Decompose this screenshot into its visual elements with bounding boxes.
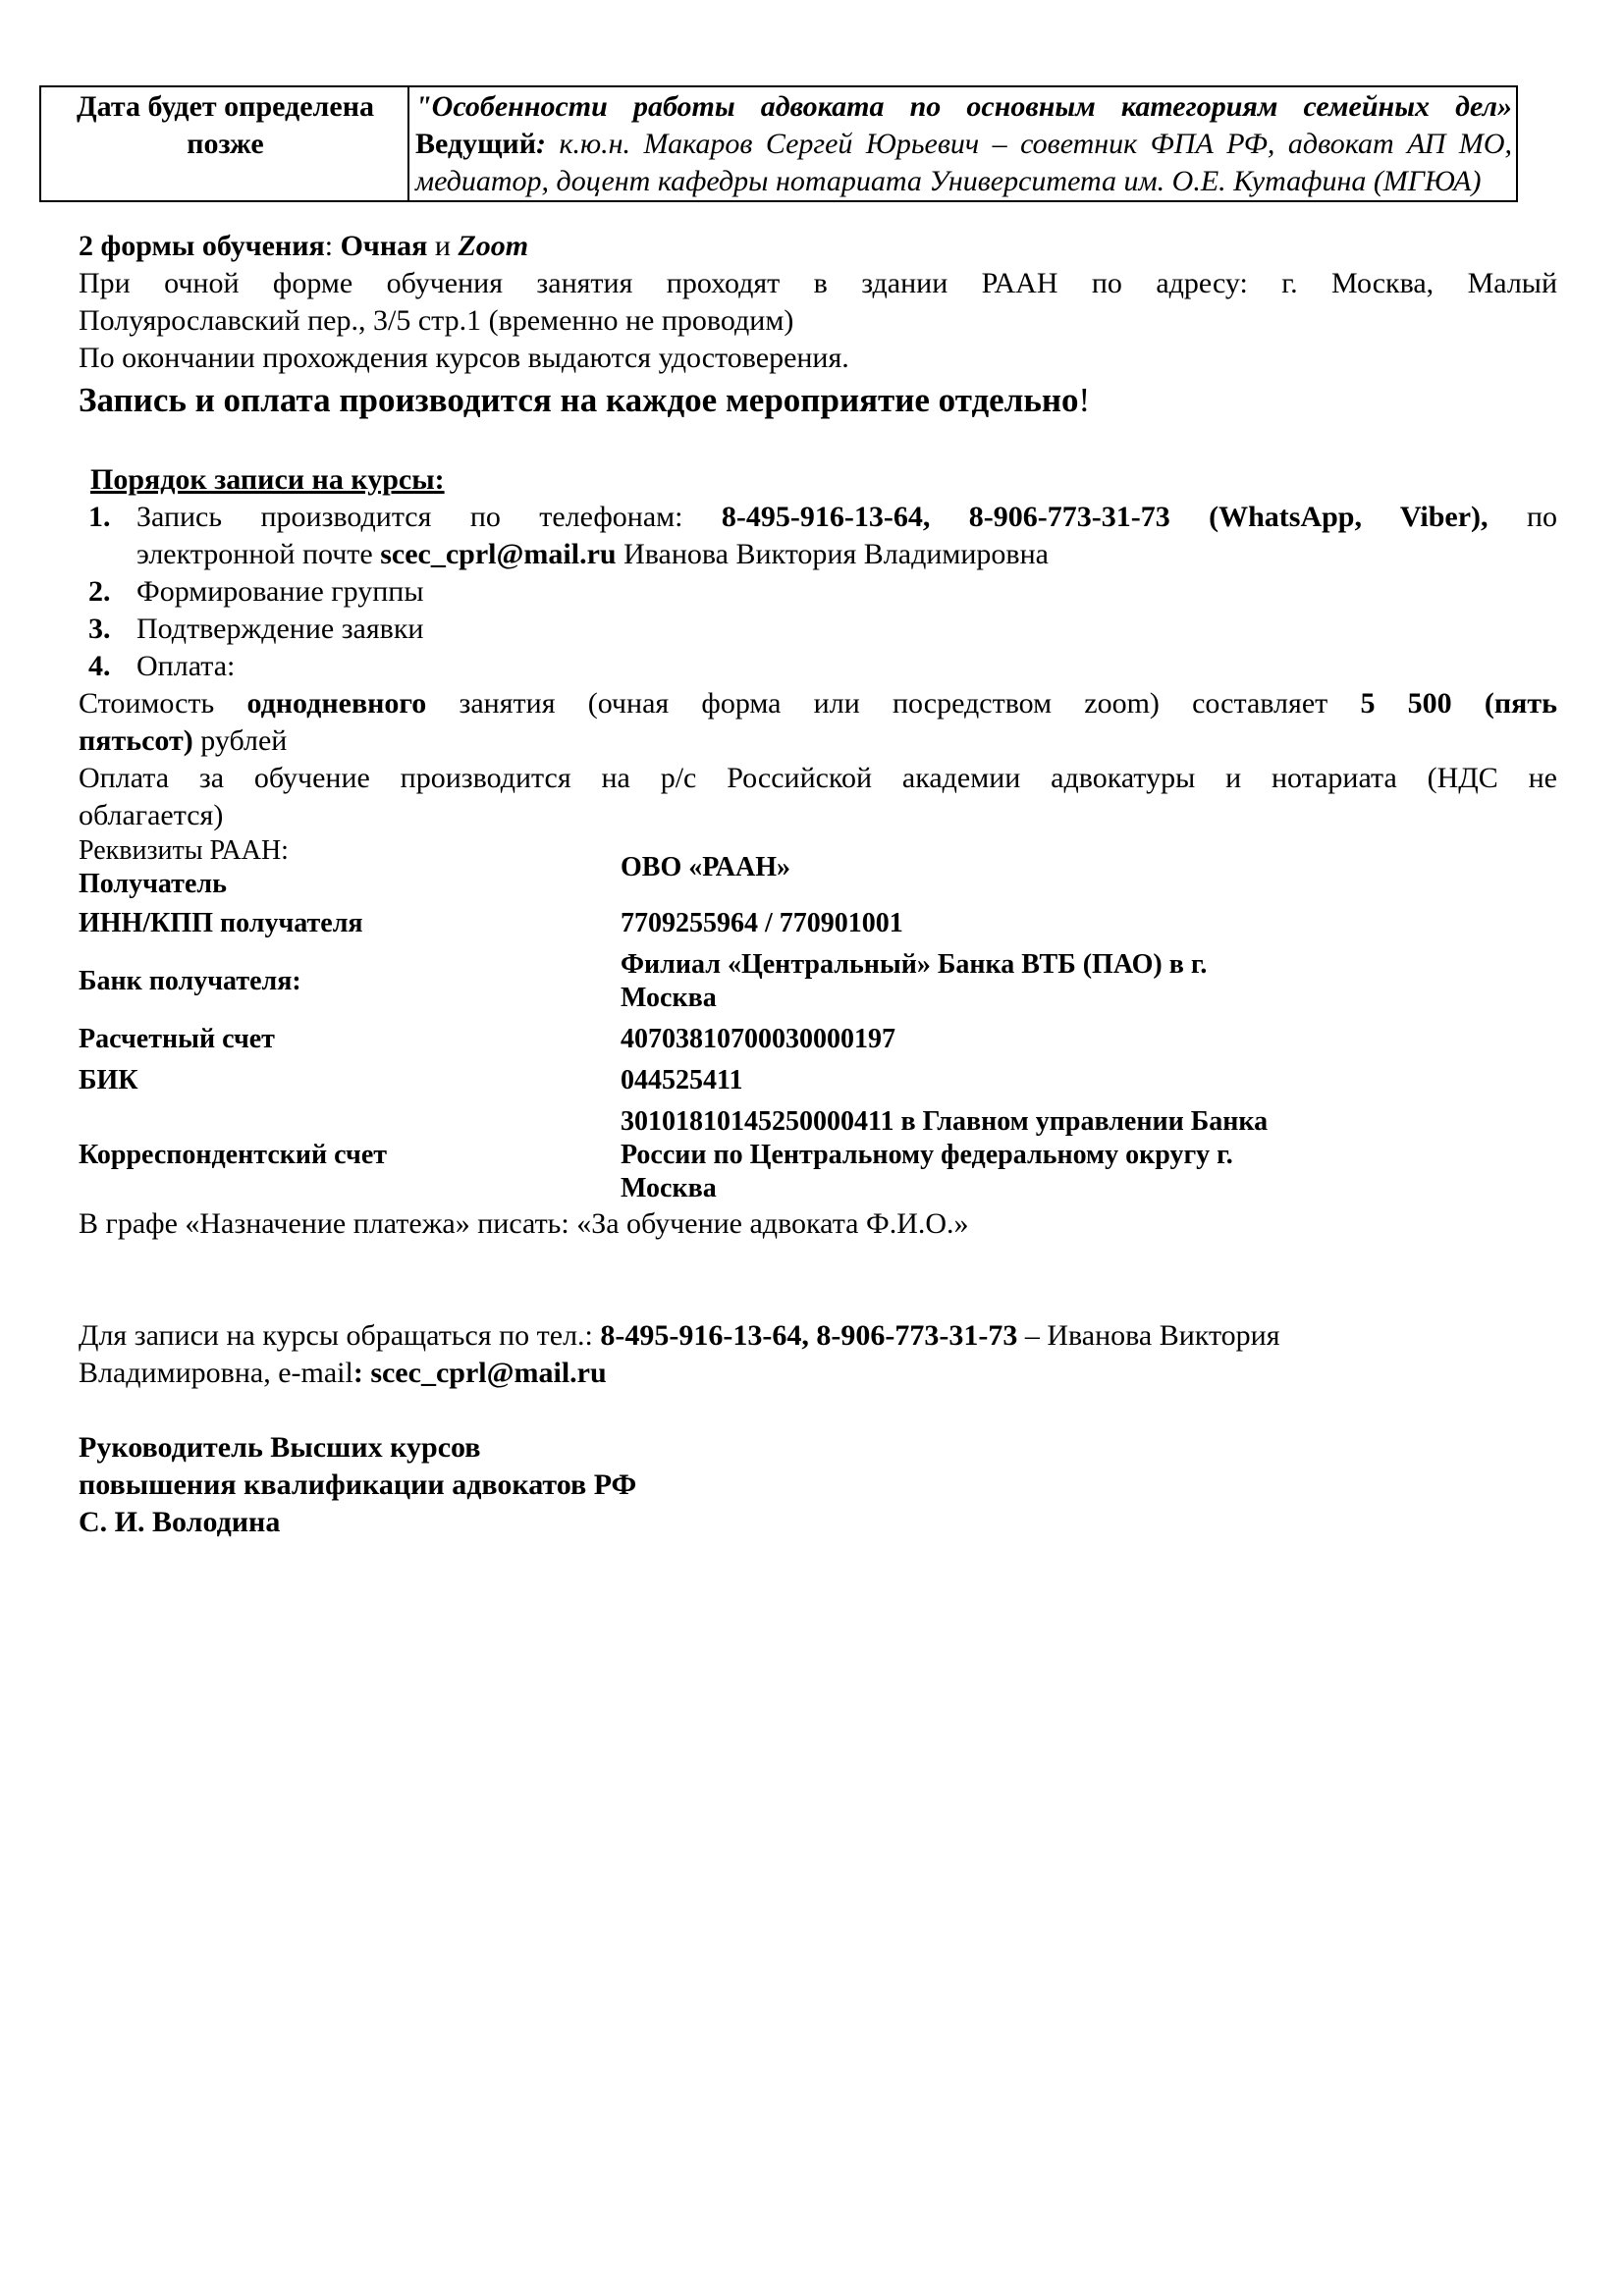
bank-row: БИК 044525411 xyxy=(79,1065,743,1095)
course-host-text: к.ю.н. Макаров Сергей Юрьевич – советник ФПА РФ, адвокат АП МО, медиатор, доцент кафедры нотариата Университета им. О.Е. Кутафина (МГЮА) xyxy=(415,128,1512,197)
bank-row: Расчетный счет 40703810700030000197 xyxy=(79,1024,895,1054)
registration-phones: 8-495-916-13-64, 8-906-773-31-73 (WhatsApp, Viber), xyxy=(721,501,1489,533)
bank-details xyxy=(79,834,1557,1205)
cost-amount: 5 500 (пять xyxy=(1360,687,1557,720)
bank-row: Реквизиты РААН: Получатель ОВО «РААН» xyxy=(79,835,790,899)
address-line-2: Полуярославский пер., 3/5 стр.1 (временно не проводим) xyxy=(79,304,794,337)
list-item: 2. Формирование группы xyxy=(88,575,424,608)
signature-block xyxy=(79,1429,1557,1541)
course-host-label: Ведущий xyxy=(415,128,537,160)
list-item: 4. Оплата: xyxy=(88,650,236,682)
order-heading: Порядок записи на курсы: xyxy=(90,463,445,496)
signature-title-1: Руководитель Высших курсов xyxy=(79,1431,481,1464)
contact-phones: 8-495-916-13-64, 8-906-773-31-73 xyxy=(600,1319,1018,1352)
bank-row: Банк получателя: Филиал «Центральный» Банка ВТБ (ПАО) в г. Москва xyxy=(79,949,1208,1013)
course-title: "Особенности работы адвоката по основным категориям семейных дел» xyxy=(415,90,1512,123)
address-line-1: При очной форме обучения занятия проходят в здании РААН по адресу: г. Москва, Малый xyxy=(79,267,1557,299)
signature-title-2: повышения квалификации адвокатов РФ xyxy=(79,1468,637,1501)
bank-intro: Реквизиты РААН: xyxy=(79,835,289,866)
study-forms-offline: Очная xyxy=(340,230,428,262)
contact-email[interactable]: : scec_cprl@mail.ru xyxy=(352,1357,607,1389)
bank-row: Корреспондентский счет 30101810145250000411 в Главном управлении Банка России по Центральному федеральному округу г. Москва xyxy=(79,1106,1269,1203)
course-date: Дата будет определена позже xyxy=(40,86,408,201)
certificate-note: По окончании прохождения курсов выдаются удостоверения. xyxy=(79,342,849,374)
payment-purpose: В графе «Назначение платежа» писать: «За обучение адвоката Ф.И.О.» xyxy=(79,1207,969,1240)
payment-info: Оплата за обучение производится на р/с Российской академии адвокатуры и нотариата (НДС не облагается) xyxy=(79,762,1557,831)
course-row xyxy=(40,86,1517,201)
document-page xyxy=(79,85,1557,1541)
study-forms-label: 2 формы обучения xyxy=(79,230,325,262)
list-item: 3. Подтверждение заявки xyxy=(88,613,424,645)
cost-paragraph: Стоимость однодневного занятия (очная форма или посредством zoom) составляет 5 500 (пять пятьсот) рублей xyxy=(79,687,1557,757)
payment-note: Запись и оплата производится на каждое мероприятие отдельно! xyxy=(79,381,1091,419)
contact-paragraph: Для записи на курсы обращаться по тел.: 8-495-916-13-64, 8-906-773-31-73 – Иванова Виктория Владимировна, e-mail: scec_cprl@mail.ru xyxy=(79,1319,1280,1389)
bank-row: ИНН/КПП получателя 7709255964 / 770901001 xyxy=(79,908,903,938)
course-topic: "Особенности работы адвоката по основным категориям семейных дел» Ведущий: к.ю.н. Макаров Сергей Юрьевич – советник ФПА РФ, адвокат АП МО, медиатор, доцент кафедры нотариата Университета им. О.Е. Кутафина (МГЮА) xyxy=(408,86,1517,201)
list-item: 1. Запись производится по телефонам: 8-495-916-13-64, 8-906-773-31-73 (WhatsApp, Viber), по электронной почте scec_cprl@mail.ru Иванова Виктория Владимировна xyxy=(88,501,1558,570)
signature-name: С. И. Володина xyxy=(79,1506,281,1538)
study-forms-online: Zoom xyxy=(458,230,529,262)
study-forms-line: 2 формы обучения: Очная и Zoom xyxy=(79,230,529,262)
registration-email[interactable]: scec_cprl@mail.ru xyxy=(380,538,617,570)
course-table xyxy=(39,85,1518,202)
